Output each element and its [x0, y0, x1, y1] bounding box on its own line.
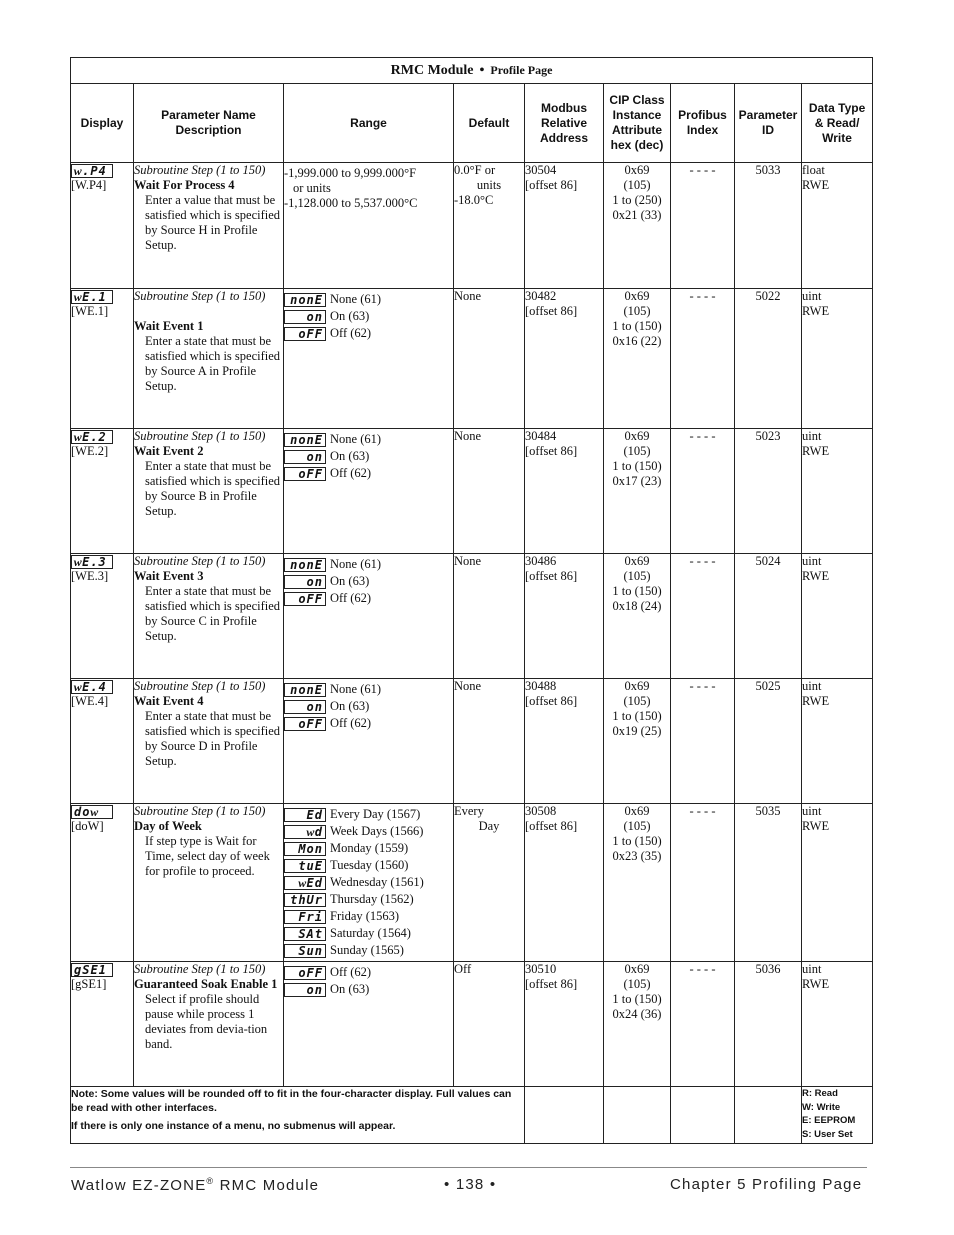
- cip-instance: 1 to (150): [612, 992, 662, 1006]
- lcd-option-icon: oFF: [284, 592, 326, 606]
- profibus-cell: [671, 289, 735, 429]
- profibus-index: - - - -: [689, 679, 716, 693]
- range-option-label: On (63): [330, 449, 370, 463]
- range-option-label: On (63): [330, 982, 370, 996]
- param-id-cell: [735, 679, 802, 804]
- cip-class-dec: (105): [623, 819, 651, 833]
- range-option: [284, 982, 453, 999]
- data-type-cell: [802, 554, 873, 679]
- table-title: [71, 58, 873, 84]
- range-option: [284, 432, 453, 449]
- profibus-cell: [671, 962, 735, 1087]
- table-row: [71, 289, 873, 429]
- footer-product-suffix: RMC Module: [214, 1177, 320, 1194]
- lcd-option-icon: ᴡd: [284, 825, 326, 839]
- lcd-option-icon: oFF: [284, 467, 326, 481]
- note-empty-cell: [735, 1087, 802, 1144]
- parameter-description: Enter a value that must be satisfied which is specified by Source H in Profile Setup.: [145, 193, 281, 252]
- param-id-cell: [735, 429, 802, 554]
- registered-mark: ®: [206, 1176, 215, 1186]
- default-cell: [454, 804, 525, 962]
- lcd-option-icon: Fri: [284, 910, 326, 924]
- table-note: [71, 1087, 525, 1144]
- modbus-offset: [offset 86]: [525, 444, 578, 458]
- cip-cell: [604, 289, 671, 429]
- lcd-option-icon: Ed: [284, 808, 326, 822]
- modbus-address: 30486: [525, 554, 557, 568]
- range-option-label: On (63): [330, 699, 370, 713]
- range-option: [284, 926, 453, 943]
- profibus-cell: [671, 163, 735, 289]
- range-option-label: None (61): [330, 292, 382, 306]
- range-line: -1,128.000 to 5,537.000°C: [284, 196, 418, 210]
- rwe-legend: [802, 1087, 873, 1144]
- display-code: [W.P4]: [71, 178, 107, 193]
- cip-class: 0x69: [624, 679, 650, 693]
- profibus-index: - - - -: [689, 962, 716, 976]
- modbus-cell: [525, 962, 604, 1087]
- title-bullet: •: [479, 63, 485, 78]
- cip-instance: 1 to (150): [612, 319, 662, 333]
- range-cell: [284, 289, 454, 429]
- footer-chapter: Chapter 5 Profiling Page: [670, 1176, 863, 1193]
- range-option: [284, 965, 453, 982]
- subroutine-step: Subroutine Step (1 to 150): [134, 804, 266, 818]
- range-option: [284, 699, 453, 716]
- parameter-id: 5022: [755, 289, 781, 303]
- profibus-index: - - - -: [689, 554, 716, 568]
- lcd-option-icon: on: [284, 700, 326, 714]
- parameter-id: 5033: [755, 163, 781, 177]
- header-data-type: Data Type & Read/ Write: [802, 84, 873, 163]
- table-row: [71, 554, 873, 679]
- note-empty-cell: [604, 1087, 671, 1144]
- lcd-option-icon: thUr: [284, 893, 326, 907]
- title-sub: Profile Page: [490, 63, 553, 77]
- default-line: Off: [454, 962, 472, 976]
- cip-class-dec: (105): [623, 694, 651, 708]
- profibus-index: - - - -: [689, 289, 716, 303]
- cip-attribute: 0x18 (24): [612, 599, 662, 613]
- range-option: [284, 682, 453, 699]
- modbus-address: 30504: [525, 163, 557, 177]
- modbus-address: 30482: [525, 289, 557, 303]
- lcd-option-icon: nonE: [284, 433, 326, 447]
- note-rounding: Note: Some values will be rounded off to fit in the four-character display. Full values can be read with other interfaces.: [71, 1088, 512, 1114]
- data-type-cell: [802, 163, 873, 289]
- legend-write: W: Write: [802, 1101, 841, 1113]
- legend-user-set: S: User Set: [802, 1128, 853, 1140]
- display-cell: [71, 289, 134, 429]
- modbus-offset: [offset 86]: [525, 694, 578, 708]
- lcd-option-icon: nonE: [284, 558, 326, 572]
- range-line: or units: [293, 181, 331, 195]
- cip-attribute: 0x21 (33): [612, 208, 662, 222]
- default-cell: [454, 554, 525, 679]
- range-option-label: Thursday (1562): [330, 892, 414, 906]
- modbus-offset: [offset 86]: [525, 819, 578, 833]
- cip-attribute: 0x23 (35): [612, 849, 662, 863]
- subroutine-step: Subroutine Step (1 to 150): [134, 962, 266, 976]
- range-option: [284, 824, 453, 841]
- cip-attribute: 0x24 (36): [612, 1007, 662, 1021]
- modbus-offset: [offset 86]: [525, 304, 578, 318]
- cip-class: 0x69: [624, 289, 650, 303]
- footer-rule: [70, 1167, 867, 1168]
- range-option-label: Monday (1559): [330, 841, 409, 855]
- data-type-cell: [802, 804, 873, 962]
- note-empty-cell: [671, 1087, 735, 1144]
- footer-product: [71, 1176, 319, 1194]
- data-type: uint: [802, 554, 822, 568]
- read-write: RWE: [802, 304, 830, 318]
- range-option-label: Off (62): [330, 716, 372, 730]
- parameter-name: Wait Event 4: [134, 694, 204, 708]
- range-cell: [284, 429, 454, 554]
- note-empty-cell: [525, 1087, 604, 1144]
- cip-class: 0x69: [624, 554, 650, 568]
- range-option: [284, 292, 453, 309]
- page-number: • 138 •: [444, 1176, 497, 1193]
- parameter-cell: [134, 163, 284, 289]
- parameter-name: Guaranteed Soak Enable 1: [134, 977, 278, 991]
- range-option: [284, 892, 453, 909]
- read-write: RWE: [802, 977, 830, 991]
- table-row: [71, 679, 873, 804]
- display-code: [WE.1]: [71, 304, 109, 319]
- default-cell: [454, 163, 525, 289]
- display-cell: [71, 429, 134, 554]
- parameter-name: Wait Event 1: [134, 319, 204, 333]
- table-row: [71, 804, 873, 962]
- cip-class-dec: (105): [623, 178, 651, 192]
- cip-class: 0x69: [624, 804, 650, 818]
- param-id-cell: [735, 962, 802, 1087]
- profibus-cell: [671, 804, 735, 962]
- profibus-index: - - - -: [689, 163, 716, 177]
- range-option-label: On (63): [330, 574, 370, 588]
- profibus-cell: [671, 679, 735, 804]
- range-option-label: Sunday (1565): [330, 943, 404, 957]
- cip-instance: 1 to (150): [612, 709, 662, 723]
- range-option: [284, 943, 453, 960]
- subroutine-step: Subroutine Step (1 to 150): [134, 163, 266, 177]
- cip-class-dec: (105): [623, 977, 651, 991]
- range-option: [284, 591, 453, 608]
- parameter-cell: [134, 679, 284, 804]
- parameter-cell: [134, 289, 284, 429]
- default-line: 0.0°F or: [454, 163, 496, 177]
- header-modbus: Modbus Relative Address: [525, 84, 604, 163]
- lcd-display-icon: ᴡE.3: [71, 555, 113, 569]
- param-id-cell: [735, 804, 802, 962]
- param-id-cell: [735, 289, 802, 429]
- title-main: RMC Module: [390, 63, 474, 78]
- lcd-option-icon: on: [284, 575, 326, 589]
- legend-eeprom: E: EEPROM: [802, 1115, 856, 1126]
- header-range: Range: [284, 84, 454, 163]
- header-cip: CIP Class Instance Attribute hex (dec): [604, 84, 671, 163]
- cip-instance: 1 to (150): [612, 459, 662, 473]
- parameter-name: Wait Event 2: [134, 444, 204, 458]
- subroutine-step: Subroutine Step (1 to 150): [134, 554, 266, 568]
- lcd-option-icon: oFF: [284, 966, 326, 980]
- parameter-id: 5025: [755, 679, 781, 693]
- lcd-option-icon: on: [284, 310, 326, 324]
- data-type: uint: [802, 679, 822, 693]
- modbus-offset: [offset 86]: [525, 977, 578, 991]
- parameter-id: 5035: [755, 804, 781, 818]
- default-line: None: [454, 289, 482, 303]
- cip-instance: 1 to (150): [612, 834, 662, 848]
- subroutine-step: Subroutine Step (1 to 150): [134, 429, 266, 443]
- parameter-id: 5036: [755, 962, 781, 976]
- cip-attribute: 0x17 (23): [612, 474, 662, 488]
- display-code: [WE.4]: [71, 694, 109, 709]
- range-option-label: On (63): [330, 309, 370, 323]
- lcd-option-icon: ᴡEd: [284, 876, 326, 890]
- display-cell: [71, 962, 134, 1087]
- legend-read: R: Read: [802, 1088, 838, 1099]
- header-profibus: Profibus Index: [671, 84, 735, 163]
- table-row: [71, 962, 873, 1087]
- lcd-display-icon: ᴡ.P4: [71, 164, 113, 178]
- parameter-id: 5024: [755, 554, 781, 568]
- data-type-cell: [802, 289, 873, 429]
- range-option: [284, 326, 453, 343]
- range-option: [284, 574, 453, 591]
- read-write: RWE: [802, 178, 830, 192]
- profibus-cell: [671, 554, 735, 679]
- display-code: [doW]: [71, 819, 104, 834]
- param-id-cell: [735, 163, 802, 289]
- range-cell: [284, 804, 454, 962]
- parameter-name: Wait Event 3: [134, 569, 204, 583]
- profile-page-table: [70, 57, 873, 1144]
- range-option: [284, 466, 453, 483]
- data-type-cell: [802, 962, 873, 1087]
- parameter-name: Wait For Process 4: [134, 178, 235, 192]
- lcd-display-icon: ᴡE.1: [71, 290, 113, 304]
- range-option-label: Wednesday (1561): [330, 875, 424, 889]
- range-line: -1,999.000 to 9,999.000°F: [284, 166, 417, 180]
- profibus-index: - - - -: [689, 429, 716, 443]
- cip-class: 0x69: [624, 429, 650, 443]
- footer-product-name: Watlow EZ-ZONE: [71, 1177, 207, 1194]
- modbus-cell: [525, 429, 604, 554]
- parameter-name: Day of Week: [134, 819, 202, 833]
- range-option-label: Off (62): [330, 591, 372, 605]
- range-option: [284, 875, 453, 892]
- parameter-description: If step type is Wait for Time, select day of week for profile to proceed.: [145, 834, 270, 878]
- cip-instance: 1 to (150): [612, 584, 662, 598]
- range-option: [284, 909, 453, 926]
- range-option-label: Off (62): [330, 466, 372, 480]
- profibus-cell: [671, 429, 735, 554]
- display-cell: [71, 554, 134, 679]
- default-line: None: [454, 554, 482, 568]
- cip-cell: [604, 163, 671, 289]
- range-option-label: None (61): [330, 557, 382, 571]
- display-cell: [71, 804, 134, 962]
- table-row: [71, 429, 873, 554]
- modbus-address: 30510: [525, 962, 557, 976]
- modbus-cell: [525, 163, 604, 289]
- modbus-cell: [525, 554, 604, 679]
- data-type: float: [802, 163, 825, 177]
- data-type: uint: [802, 804, 822, 818]
- lcd-option-icon: SAt: [284, 927, 326, 941]
- modbus-address: 30484: [525, 429, 557, 443]
- parameter-description: Enter a state that must be satisfied which is specified by Source A in Profile Setup.: [145, 334, 281, 393]
- data-type: uint: [802, 289, 822, 303]
- modbus-cell: [525, 289, 604, 429]
- range-cell: [284, 163, 454, 289]
- lcd-option-icon: oFF: [284, 327, 326, 341]
- lcd-option-icon: tuE: [284, 859, 326, 873]
- default-line: Every: [454, 804, 484, 818]
- param-id-cell: [735, 554, 802, 679]
- subroutine-step: Subroutine Step (1 to 150): [134, 289, 266, 303]
- default-line: units: [476, 178, 502, 192]
- cip-class-dec: (105): [623, 304, 651, 318]
- range-cell: [284, 554, 454, 679]
- cip-cell: [604, 962, 671, 1087]
- lcd-display-icon: ᴡE.4: [71, 680, 113, 694]
- cip-class: 0x69: [624, 163, 650, 177]
- lcd-display-icon: doᴡ: [71, 805, 113, 819]
- range-option: [284, 807, 453, 824]
- modbus-cell: [525, 804, 604, 962]
- display-code: [gSE1]: [71, 977, 107, 992]
- table-row: [71, 163, 873, 289]
- header-default: Default: [454, 84, 525, 163]
- range-cell: [284, 679, 454, 804]
- cip-class: 0x69: [624, 962, 650, 976]
- range-option: [284, 841, 453, 858]
- lcd-option-icon: oFF: [284, 717, 326, 731]
- note-submenu: If there is only one instance of a menu, no submenus will appear.: [71, 1120, 396, 1132]
- read-write: RWE: [802, 694, 830, 708]
- parameter-cell: [134, 554, 284, 679]
- cip-cell: [604, 679, 671, 804]
- default-line: None: [454, 429, 482, 443]
- read-write: RWE: [802, 569, 830, 583]
- modbus-cell: [525, 679, 604, 804]
- lcd-display-icon: gSE1: [71, 963, 113, 977]
- subroutine-step: Subroutine Step (1 to 150): [134, 679, 266, 693]
- header-param-name: Parameter Name Description: [134, 84, 284, 163]
- range-option: [284, 716, 453, 733]
- cip-instance: 1 to (250): [612, 193, 662, 207]
- lcd-option-icon: on: [284, 983, 326, 997]
- modbus-address: 30488: [525, 679, 557, 693]
- range-option: [284, 449, 453, 466]
- read-write: RWE: [802, 444, 830, 458]
- range-option-label: Saturday (1564): [330, 926, 411, 940]
- default-cell: [454, 679, 525, 804]
- data-type: uint: [802, 962, 822, 976]
- parameter-description: Select if profile should pause while process 1 deviates from devia-tion band.: [145, 992, 268, 1051]
- profibus-index: - - - -: [689, 804, 716, 818]
- range-option: [284, 557, 453, 574]
- range-option-label: Off (62): [330, 326, 372, 340]
- parameter-description: Enter a state that must be satisfied which is specified by Source D in Profile Setup.: [145, 709, 281, 768]
- default-line: Day: [478, 819, 500, 833]
- parameter-description: Enter a state that must be satisfied which is specified by Source B in Profile Setup.: [145, 459, 281, 518]
- cip-cell: [604, 429, 671, 554]
- parameter-cell: [134, 962, 284, 1087]
- default-line: None: [454, 679, 482, 693]
- default-cell: [454, 289, 525, 429]
- lcd-option-icon: nonE: [284, 293, 326, 307]
- display-cell: [71, 163, 134, 289]
- data-type-cell: [802, 679, 873, 804]
- range-option: [284, 858, 453, 875]
- range-option-label: None (61): [330, 682, 382, 696]
- lcd-option-icon: nonE: [284, 683, 326, 697]
- cip-cell: [604, 554, 671, 679]
- range-option-label: Off (62): [330, 965, 372, 979]
- range-option-label: Week Days (1566): [330, 824, 424, 838]
- modbus-offset: [offset 86]: [525, 178, 578, 192]
- data-type-cell: [802, 429, 873, 554]
- cip-class-dec: (105): [623, 444, 651, 458]
- cip-attribute: 0x19 (25): [612, 724, 662, 738]
- range-option-label: Every Day (1567): [330, 807, 421, 821]
- lcd-display-icon: ᴡE.2: [71, 430, 113, 444]
- range-option: [284, 309, 453, 326]
- lcd-option-icon: on: [284, 450, 326, 464]
- default-cell: [454, 962, 525, 1087]
- parameter-cell: [134, 804, 284, 962]
- modbus-address: 30508: [525, 804, 557, 818]
- range-option-label: Friday (1563): [330, 909, 400, 923]
- range-option-label: None (61): [330, 432, 382, 446]
- default-line: -18.0°C: [454, 193, 494, 207]
- header-display: Display: [71, 84, 134, 163]
- modbus-offset: [offset 86]: [525, 569, 578, 583]
- lcd-option-icon: Sun: [284, 944, 326, 958]
- cip-class-dec: (105): [623, 569, 651, 583]
- parameter-description: Enter a state that must be satisfied which is specified by Source C in Profile Setup.: [145, 584, 281, 643]
- display-code: [WE.2]: [71, 444, 109, 459]
- display-code: [WE.3]: [71, 569, 109, 584]
- default-cell: [454, 429, 525, 554]
- parameter-id: 5023: [755, 429, 781, 443]
- lcd-option-icon: Mon: [284, 842, 326, 856]
- parameter-cell: [134, 429, 284, 554]
- cip-attribute: 0x16 (22): [612, 334, 662, 348]
- data-type: uint: [802, 429, 822, 443]
- read-write: RWE: [802, 819, 830, 833]
- cip-cell: [604, 804, 671, 962]
- display-cell: [71, 679, 134, 804]
- range-option-label: Tuesday (1560): [330, 858, 409, 872]
- range-cell: [284, 962, 454, 1087]
- header-param-id: Parameter ID: [735, 84, 802, 163]
